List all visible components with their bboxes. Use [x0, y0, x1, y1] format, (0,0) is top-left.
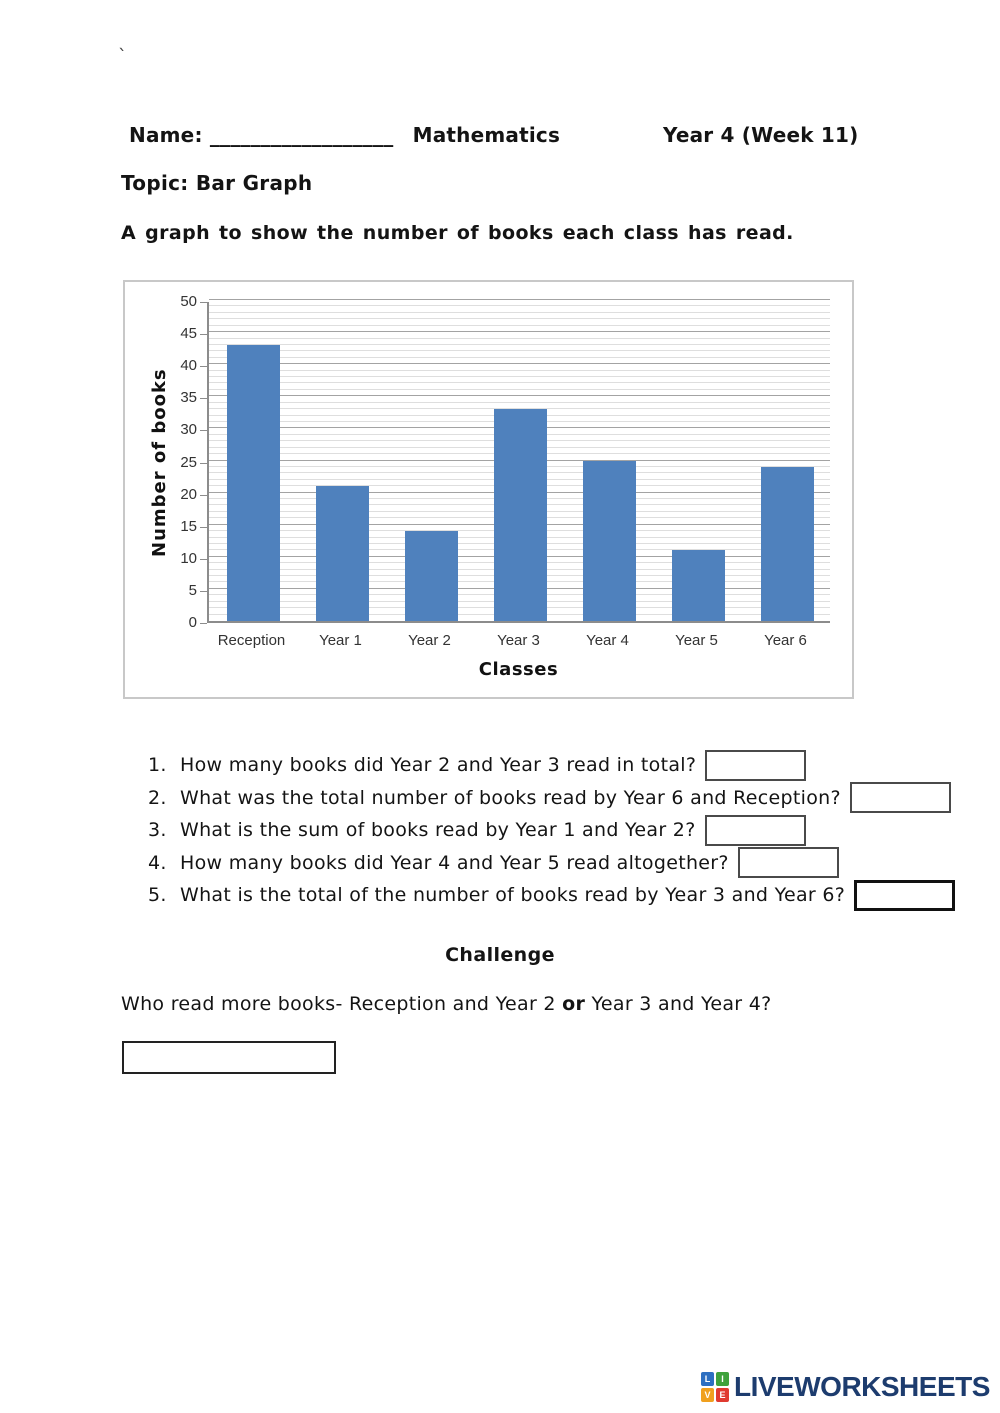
- x-tick-label: Year 6: [764, 632, 807, 649]
- minor-gridline: [209, 376, 830, 377]
- answer-input-2[interactable]: [850, 782, 951, 813]
- minor-gridline: [209, 350, 830, 351]
- y-tick-mark: [200, 334, 207, 335]
- answer-input-1[interactable]: [705, 750, 806, 781]
- challenge-question-prefix: Who read more books- Reception and Year 2: [121, 993, 563, 1015]
- answer-input-4[interactable]: [738, 847, 839, 878]
- bar-year-4: [583, 461, 636, 622]
- y-tick-mark: [200, 495, 207, 496]
- question-number: 1.: [148, 754, 167, 777]
- question-row: [148, 814, 955, 847]
- y-tick-mark: [200, 527, 207, 528]
- logo-cell-e: E: [716, 1388, 729, 1402]
- question-row: [148, 847, 955, 880]
- y-tick-label: 20: [180, 485, 197, 503]
- y-tick-mark: [200, 591, 207, 592]
- answer-input-5[interactable]: [854, 880, 955, 911]
- minor-gridline: [209, 389, 830, 390]
- x-tick-label: Year 3: [497, 632, 540, 649]
- logo-cell-v: V: [701, 1388, 714, 1402]
- x-tick-label: Year 4: [586, 632, 629, 649]
- y-tick-label: 0: [188, 614, 197, 631]
- minor-gridline: [209, 312, 830, 313]
- challenge-answer-input[interactable]: [122, 1041, 336, 1074]
- challenge-heading: Challenge: [445, 944, 555, 966]
- question-number: 2.: [148, 786, 167, 809]
- x-tick-label: Reception: [217, 632, 286, 649]
- major-gridline: [209, 299, 830, 300]
- subject-label: Mathematics: [412, 123, 561, 147]
- bar-year-3: [494, 409, 547, 621]
- major-gridline: [209, 363, 830, 364]
- minor-gridline: [209, 338, 830, 339]
- major-gridline: [209, 395, 830, 396]
- topic-heading: Topic: Bar Graph: [121, 171, 313, 195]
- chart-description: A graph to show the number of books each class has read.: [121, 222, 794, 244]
- question-number: 5.: [148, 884, 167, 907]
- y-tick-mark: [200, 430, 207, 431]
- question-row: [148, 749, 955, 782]
- bar-year-1: [316, 486, 369, 621]
- header-row: [129, 123, 560, 147]
- y-tick-label: 25: [180, 453, 197, 471]
- y-tick-label: 15: [180, 517, 197, 535]
- y-tick-label: 30: [180, 421, 197, 439]
- bar-year-5: [672, 550, 725, 621]
- x-tick-label: Year 5: [675, 632, 718, 649]
- minor-gridline: [209, 325, 830, 326]
- y-tick-mark: [200, 366, 207, 367]
- y-tick-mark: [200, 623, 207, 624]
- y-tick-label: 5: [188, 581, 197, 599]
- y-tick-mark: [200, 559, 207, 560]
- minor-gridline: [209, 318, 830, 319]
- y-tick-mark: [200, 302, 207, 303]
- y-tick-mark: [200, 398, 207, 399]
- y-tick-mark: [200, 463, 207, 464]
- liveworksheets-grid-icon: [701, 1372, 729, 1402]
- y-tick-label: 35: [180, 389, 197, 407]
- bar-year-2: [405, 531, 458, 621]
- minor-gridline: [209, 382, 830, 383]
- question-row: [148, 879, 955, 912]
- y-tick-label: 50: [180, 293, 197, 310]
- question-row: [148, 782, 955, 815]
- liveworksheets-logo: [701, 1371, 990, 1403]
- x-tick-label: Year 1: [319, 632, 362, 649]
- y-tick-label: 10: [180, 549, 197, 567]
- logo-cell-i: I: [716, 1372, 729, 1386]
- y-axis-title: Number of books: [149, 368, 170, 557]
- x-axis-title: Classes: [478, 659, 559, 680]
- minor-gridline: [209, 370, 830, 371]
- question-text: What was the total number of books read by Year 6 and Reception?: [180, 786, 841, 809]
- bar-chart: [123, 280, 854, 699]
- name-label: Name:: [129, 123, 203, 147]
- major-gridline: [209, 331, 830, 332]
- question-text: What is the sum of books read by Year 1 and Year 2?: [180, 819, 696, 842]
- minor-gridline: [209, 344, 830, 345]
- stray-mark: `: [118, 46, 127, 67]
- y-tick-label: 45: [180, 325, 197, 343]
- logo-cell-l: L: [701, 1372, 714, 1386]
- minor-gridline: [209, 305, 830, 306]
- question-text: How many books did Year 4 and Year 5 read altogether?: [180, 851, 729, 874]
- week-label: Year 4 (Week 11): [663, 123, 859, 147]
- question-text: How many books did Year 2 and Year 3 read in total?: [180, 754, 697, 777]
- x-tick-label: Year 2: [408, 632, 451, 649]
- bar-reception: [227, 345, 280, 621]
- minor-gridline: [209, 357, 830, 358]
- name-blank-line: __________________: [209, 123, 394, 147]
- questions-list: [148, 749, 955, 912]
- plot-area: [207, 302, 830, 623]
- question-text: What is the total of the number of books read by Year 3 and Year 6?: [180, 884, 846, 907]
- challenge-question-bold-word: or: [562, 993, 586, 1015]
- question-number: 3.: [148, 819, 167, 842]
- bar-year-6: [761, 467, 814, 621]
- challenge-question-suffix: Year 3 and Year 4?: [585, 993, 772, 1015]
- question-number: 4.: [148, 851, 167, 874]
- y-tick-label: 40: [180, 357, 197, 375]
- minor-gridline: [209, 402, 830, 403]
- liveworksheets-brand-text: LIVEWORKSHEETS: [734, 1371, 990, 1402]
- challenge-question: [121, 993, 772, 1015]
- answer-input-3[interactable]: [705, 815, 806, 846]
